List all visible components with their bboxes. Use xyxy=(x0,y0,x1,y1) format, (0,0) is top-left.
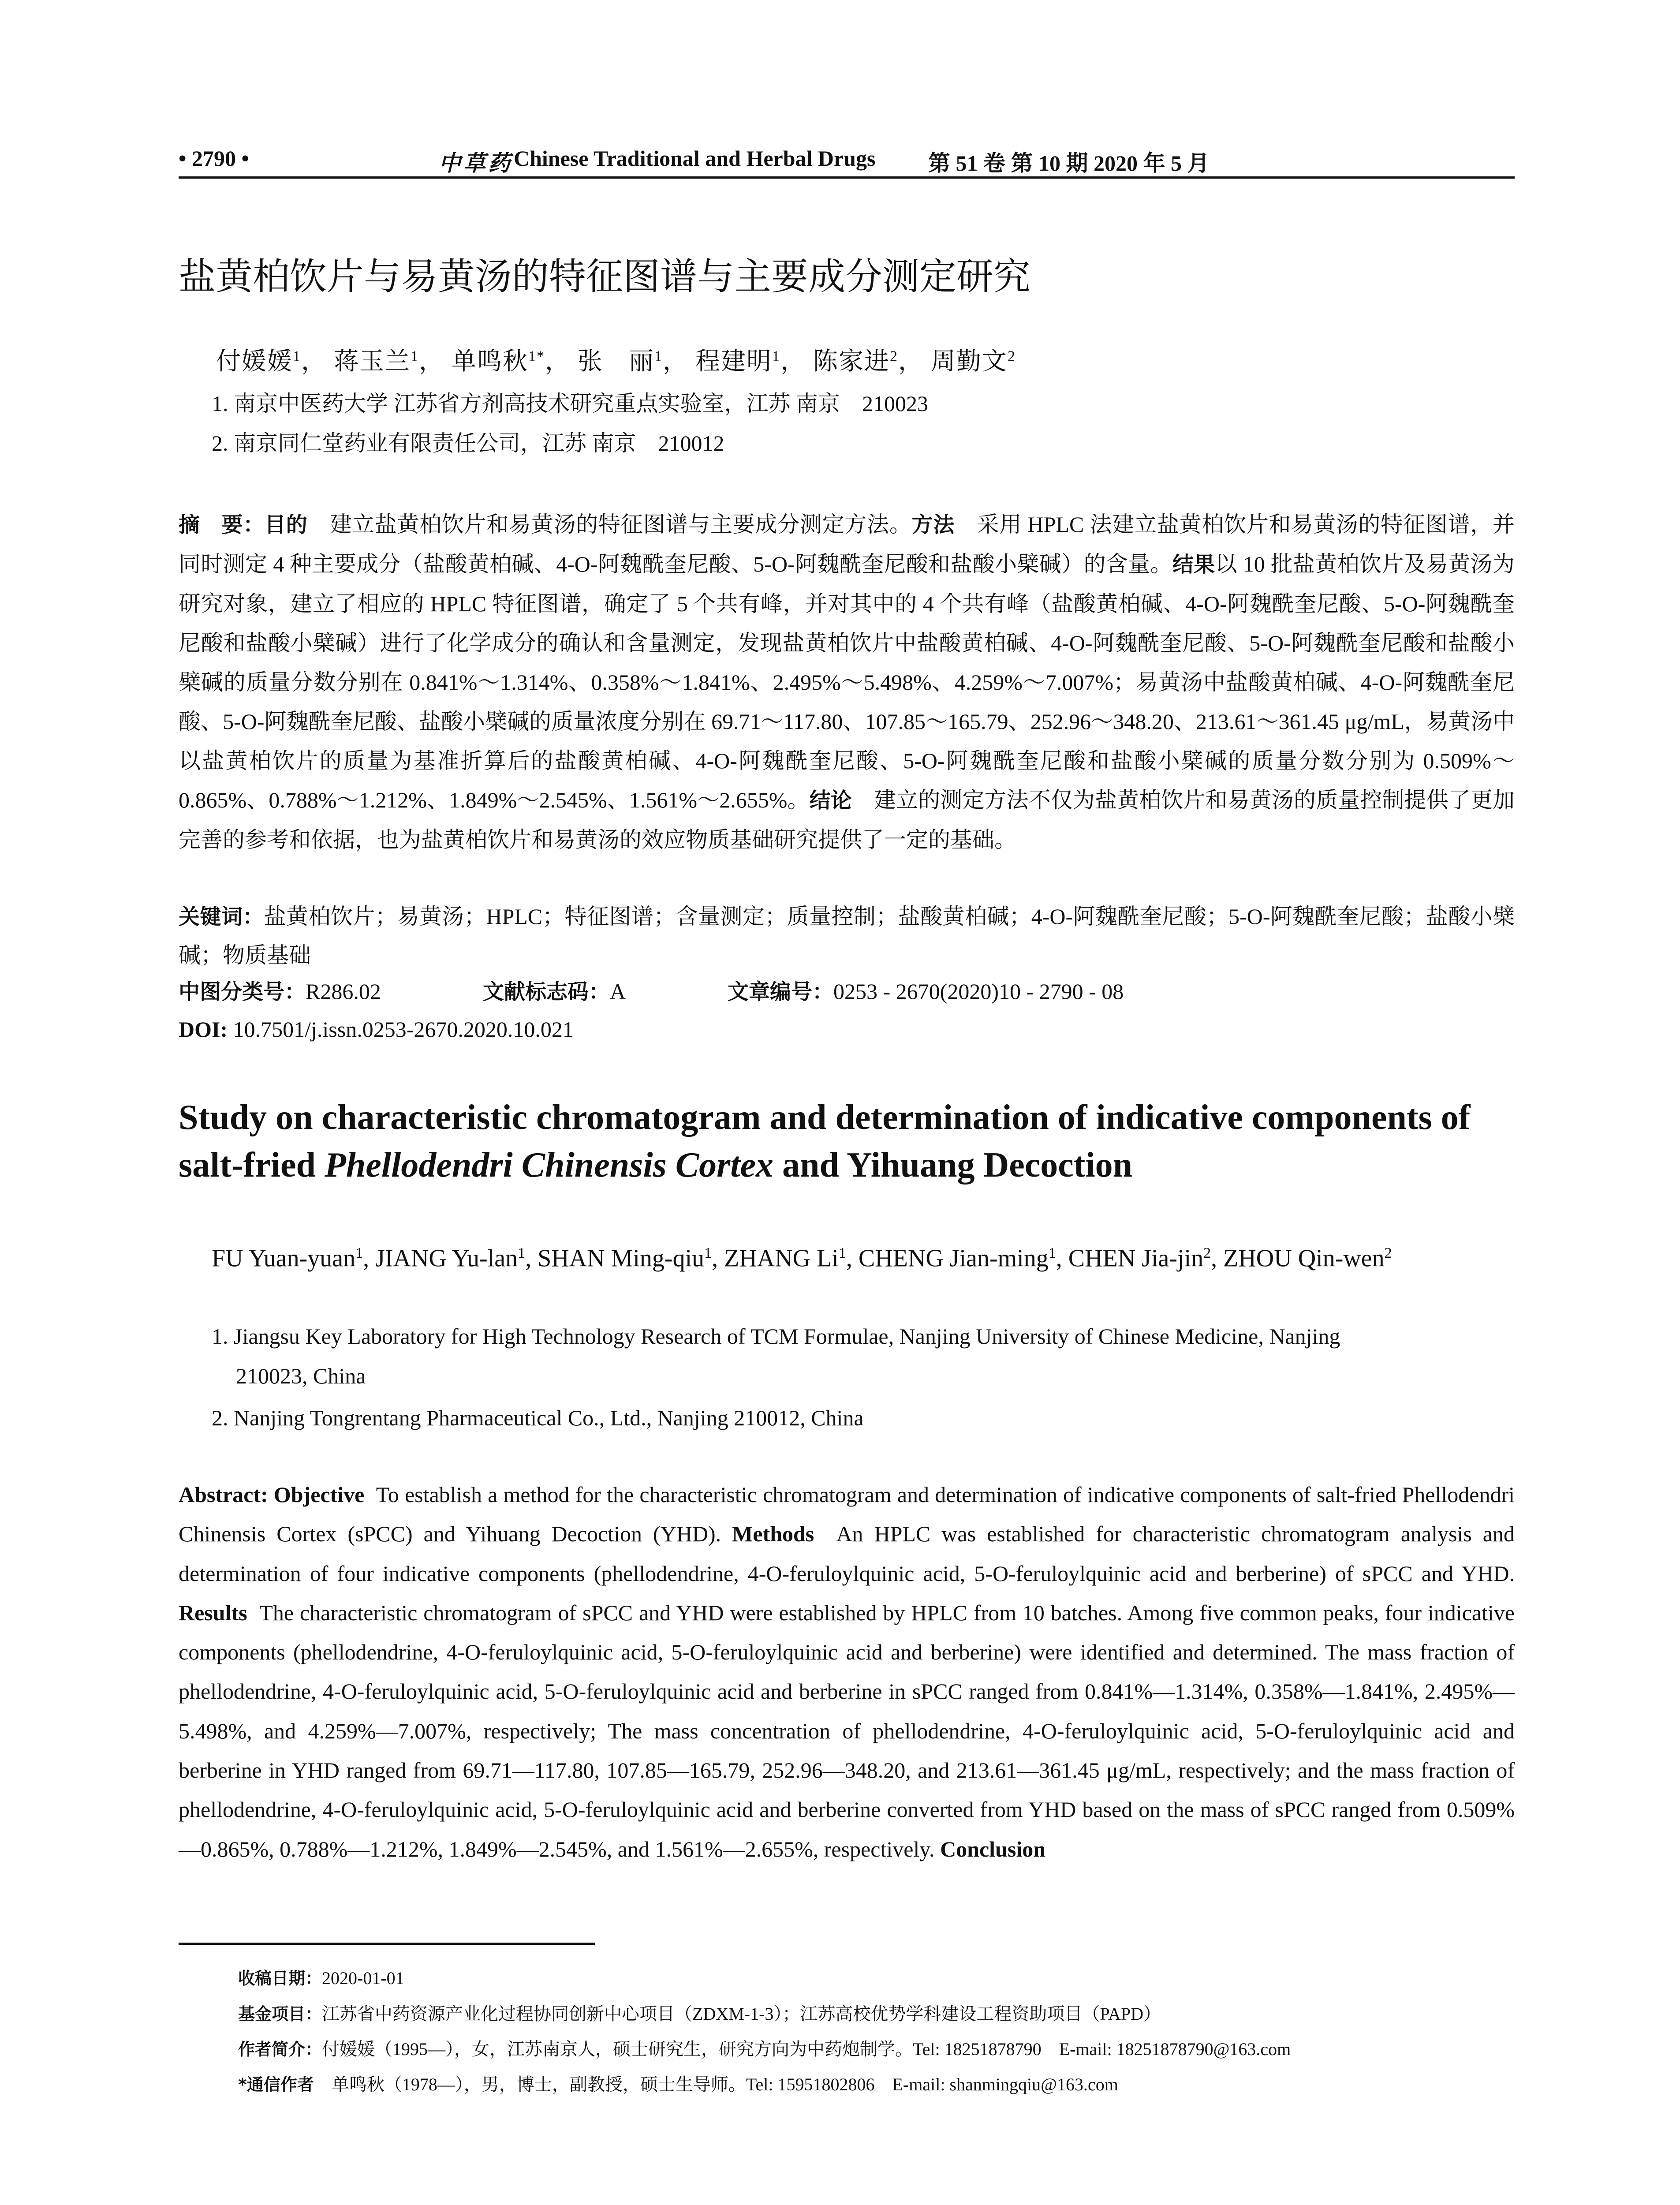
affiliation-cn-2: 2. 南京同仁堂药业有限责任公司，江苏 南京 210012 xyxy=(212,431,724,456)
author-affiliation-mark: 1 xyxy=(654,348,663,365)
footnote-label: 作者简介： xyxy=(238,2040,322,2059)
conclusion-text: 建立的测定方法不仅为盐黄柏饮片和易黄汤的质量控制提供了更加完善的参考和依据，也为盐黄柏饮片和易黄汤的效应物质基础研究提供了一定的基础。 xyxy=(179,788,1515,852)
author-affiliation-mark: 1 xyxy=(1048,1245,1056,1261)
running-header xyxy=(179,141,1515,181)
author-name: 付媛媛 xyxy=(216,348,293,375)
author-affiliation-mark: 2 xyxy=(1203,1245,1211,1261)
clc-value: R286.02 xyxy=(306,979,381,1004)
affiliation-en-1 xyxy=(212,1316,1517,1396)
author-affiliation-mark: 1 xyxy=(772,348,780,365)
author-name: 陈家进 xyxy=(813,348,890,375)
author-name: CHEN Jia-jin xyxy=(1068,1245,1204,1272)
article-number xyxy=(728,975,1124,1005)
footnote-funding xyxy=(238,2000,1161,2025)
journal-logo: 中草药 xyxy=(439,151,513,176)
affiliation-en-1-line1: 1. Jiangsu Key Laboratory for High Technology Research of TCM Formulae, Nanjing University of Chinese Medicine, Nanjing xyxy=(212,1324,1340,1349)
author-affiliation-mark: 1 xyxy=(838,1245,846,1261)
author-name: JIANG Yu-lan xyxy=(375,1245,518,1272)
author-affiliation-mark: 1 xyxy=(411,348,419,365)
conclusion-en-label: Conclusion xyxy=(940,1836,1046,1861)
document-code xyxy=(483,975,626,1005)
results-en-label: Results xyxy=(179,1600,247,1625)
title-en-part2: and Yihuang Decoction xyxy=(773,1146,1133,1185)
doi-line xyxy=(179,1017,574,1042)
author-list-cn: 付媛媛$^1$， 蒋玉兰$^1$， 单鸣秋$^{1*}$， 张 丽$^1$， 程建明$^1$， 陈家进$^2$， 周勤文$^2$ xyxy=(216,348,1016,375)
page-number: • 2790 • xyxy=(179,146,250,171)
affiliation-en-1-line2: 210023, China xyxy=(236,1364,366,1388)
author-affiliation-mark: 1* xyxy=(528,348,545,365)
keywords-label: 关键词： xyxy=(179,904,264,929)
keywords-cn xyxy=(179,897,1515,975)
results-label: 结果 xyxy=(1172,552,1215,577)
objective-label: 目的 xyxy=(264,512,308,537)
footnote-corresponding-author xyxy=(238,2070,1118,2096)
doc-label: 文献标志码： xyxy=(483,979,610,1004)
author-name: 程建明 xyxy=(695,348,772,375)
methods-en-text: An HPLC was established for characteristic chromatogram analysis and determination of four indicative components (phellodendrine, 4-O-feruloylquinic acid, 5-O-feruloylquinic acid and berberine) of sPCC and YHD. xyxy=(179,1521,1515,1586)
author-name: 张 丽 xyxy=(578,348,654,375)
footnote-text: 单鸣秋（1978—），男，博士，副教授，硕士生导师。Tel: 15951802806 E-mail: shanmingqiu@163.com xyxy=(314,2074,1118,2094)
footnote-label: 收稿日期： xyxy=(238,1969,322,1988)
abstract-label: 摘 要： xyxy=(179,512,265,537)
author-affiliation-mark: 2 xyxy=(1008,348,1016,365)
abstract-en-label: Abstract: xyxy=(179,1482,268,1507)
author-name: FU Yuan-yuan xyxy=(212,1245,356,1272)
results-text: 以 10 批盐黄柏饮片及易黄汤为研究对象，建立了相应的 HPLC 特征图谱，确定了 5 个共有峰，并对其中的 4 个共有峰（盐酸黄柏碱、4-O-阿魏酰奎尼酸、5-O-阿魏酰奎尼酸和盐酸小檗碱）进行了化学成分的确认和含量测定，发现盐黄柏饮片中盐酸黄柏碱、4-O-阿魏酰奎尼酸、5-O-阿魏酰奎尼酸和盐酸小檗碱的质量分数分别在 0.841%～1.314%、0.358%～1.841%、2.495%～5.498%、4.259%～7.007%；易黄汤中盐酸黄柏碱、4-O-阿魏酰奎尼酸、5-O-阿魏酰奎尼酸、盐酸小檗碱的质量浓度分别在 69.71～117.80、107.85～165.79、252.96～348.20、213.61～361.45 μg/mL，易黄汤中以盐黄柏饮片的质量为基准折算后的盐酸黄柏碱、4-O-阿魏酰奎尼酸、5-O-阿魏酰奎尼酸和盐酸小檗碱的质量分数分别为 0.509%～0.865%、0.788%～1.212%、1.849%～2.545%、1.561%～2.655%。 xyxy=(179,552,1515,812)
author-affiliation-mark: 2 xyxy=(890,348,898,365)
article-label: 文章编号： xyxy=(728,979,834,1004)
volume-issue: 第 51 卷 第 10 期 2020 年 5 月 xyxy=(928,151,1210,176)
objective-en-text: To establish a method for the characteristic chromatogram and determination of indicative components of salt-fried Phellodendri Chinensis Cortex (sPCC) and Yihuang Decoction (YHD). xyxy=(179,1482,1515,1547)
abstract-cn xyxy=(179,505,1515,860)
footnote-received xyxy=(238,1965,404,1989)
doc-value: A xyxy=(610,979,626,1004)
author-name: 周勤文 xyxy=(931,348,1008,375)
author-name: 单鸣秋 xyxy=(452,348,528,375)
author-affiliation-mark: 1 xyxy=(704,1245,712,1261)
author-affiliation-mark: 2 xyxy=(1384,1245,1392,1261)
author-name: SHAN Ming-qiu xyxy=(538,1245,705,1272)
methods-text: 采用 HPLC 法建立盐黄柏饮片和易黄汤的特征图谱，并同时测定 4 种主要成分（盐酸黄柏碱、4-O-阿魏酰奎尼酸、5-O-阿魏酰奎尼酸和盐酸小檗碱）的含量。 xyxy=(179,512,1515,576)
clc-code xyxy=(179,975,381,1005)
abstract-en xyxy=(179,1475,1515,1869)
clc-label: 中图分类号： xyxy=(179,979,306,1004)
author-list-en: FU Yuan-yuan$^1$, JIANG Yu-lan$^1$, SHAN Ming-qiu$^1$, ZHANG Li$^1$, CHENG Jian-ming$^1$, CHEN Jia-jin$^2$, ZHOU Qin-wen$^2$ xyxy=(212,1245,1392,1272)
author-name: ZHOU Qin-wen xyxy=(1223,1245,1385,1272)
affiliation-en-2-line1: 2. Nanjing Tongrentang Pharmaceutical Co., Ltd., Nanjing 210012, China xyxy=(212,1405,864,1430)
author-affiliation-mark: 1 xyxy=(518,1245,526,1261)
keywords-text: 盐黄柏饮片；易黄汤；HPLC；特征图谱；含量测定；质量控制；盐酸黄柏碱；4-O-阿魏酰奎尼酸；5-O-阿魏酰奎尼酸；盐酸小檗碱；物质基础 xyxy=(179,904,1515,968)
title-en-italic: Phellodendri Chinensis Cortex xyxy=(325,1146,773,1185)
affiliation-cn-1: 1. 南京中医药大学 江苏省方剂高技术研究重点实验室，江苏 南京 210023 xyxy=(212,391,928,416)
footnote-label: *通信作者 xyxy=(238,2075,314,2094)
methods-en-label: Methods xyxy=(732,1521,814,1547)
footnote-label: 基金项目： xyxy=(238,2004,322,2024)
header-rule xyxy=(179,176,1515,179)
footnote-text: 付媛媛（1995—），女，江苏南京人，硕士研究生，研究方向为中药炮制学。Tel: 18251878790 E-mail: 18251878790@163.com xyxy=(322,2039,1291,2059)
doi-label: DOI: xyxy=(179,1017,228,1042)
objective-en-label: Objective xyxy=(273,1482,365,1507)
article-value: 0253 - 2670(2020)10 - 2790 - 08 xyxy=(833,979,1124,1004)
author-affiliation-mark: 1 xyxy=(293,348,301,365)
author-affiliation-mark: 1 xyxy=(355,1245,363,1261)
results-en-text: The characteristic chromatogram of sPCC and YHD were established by HPLC from 10 batches. Among five common peaks, four indicative components (phellodendrine, 4-O-feruloylquinic acid, 5-O-feruloylquinic acid and berberine) were identified and determined. The mass fraction of phellodendrine, 4-O-feruloylquinic acid, 5-O-feruloylquinic acid and berberine in sPCC ranged from 0.841%—1.314%, 0.358%—1.841%, 2.495%—5.498%, and 4.259%—7.007%, respectively; The mass concentration of phellodendrine, 4-O-feruloylquinic acid, 5-O-feruloylquinic acid and berberine in YHD ranged from 69.71—117.80, 107.85—165.79, 252.96—348.20, and 213.61—361.45 μg/mL, respectively; and the mass fraction of phellodendrine, 4-O-feruloylquinic acid, 5-O-feruloylquinic acid and berberine converted from YHD based on the mass of sPCC ranged from 0.509%—0.865%, 0.788%—1.212%, 1.849%—2.545%, and 1.561%—2.655%, respectively. xyxy=(179,1600,1515,1861)
footnote-rule xyxy=(179,1943,595,1945)
methods-label: 方法 xyxy=(911,512,955,537)
title-en-part1: Study on characteristic chromatogram and determination of indicative components of salt-fried xyxy=(179,1098,1471,1185)
footnote-text: 2020-01-01 xyxy=(322,1968,404,1988)
footnote-author-bio xyxy=(238,2035,1291,2060)
author-name: CHENG Jian-ming xyxy=(858,1245,1049,1272)
objective-text: 建立盐黄柏饮片和易黄汤的特征图谱与主要成分测定方法。 xyxy=(330,512,912,537)
doi-link[interactable]: 10.7501/j.issn.0253-2670.2020.10.021 xyxy=(233,1017,574,1042)
article-title-en xyxy=(179,1094,1519,1189)
journal-name: Chinese Traditional and Herbal Drugs xyxy=(514,146,876,171)
author-name: ZHANG Li xyxy=(724,1245,839,1272)
author-name: 蒋玉兰 xyxy=(334,348,411,375)
article-title-cn: 盐黄柏饮片与易黄汤的特征图谱与主要成分测定研究 xyxy=(179,255,1031,298)
footnote-text: 江苏省中药资源产业化过程协同创新中心项目（ZDXM-1-3）；江苏高校优势学科建设工程资助项目（PAPD） xyxy=(322,2004,1161,2024)
affiliation-en-2 xyxy=(212,1398,1517,1438)
conclusion-label: 结论 xyxy=(809,788,852,813)
